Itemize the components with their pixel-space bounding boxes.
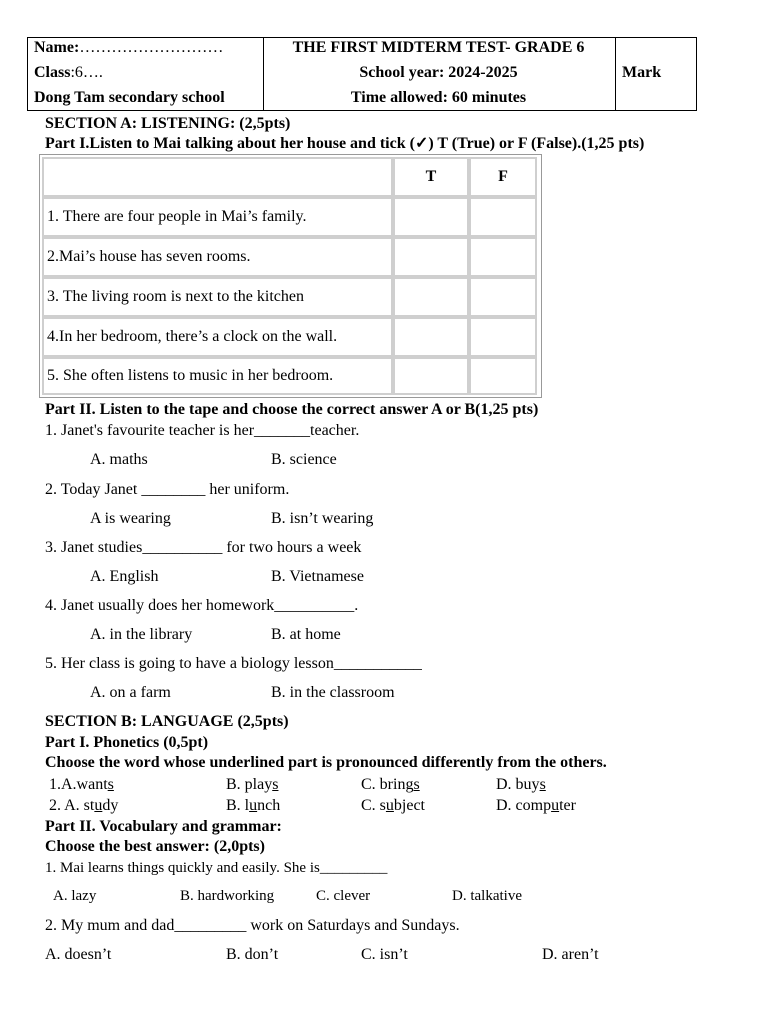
tick-box-f[interactable] [469,237,537,277]
option-b[interactable]: B. Vietnamese [271,568,364,585]
tick-box-f[interactable] [469,197,537,237]
tick-box-t[interactable] [393,317,469,357]
table-row: 5. She often listens to music in her bedroom. [42,357,393,395]
option-a[interactable]: A. English [90,568,159,585]
tick-box-f[interactable] [469,317,537,357]
mark-label: Mark [622,64,662,81]
option-b[interactable]: B. science [271,451,337,468]
school-name: Dong Tam secondary school [34,89,225,106]
phonetics-option-d[interactable]: D. buys [496,776,546,793]
phonetics-option-a[interactable]: 1.A.wants [49,776,114,793]
option-a[interactable]: A. in the library [90,626,193,643]
phonetics-option-d[interactable]: D. computer [496,797,576,814]
question-text: 1. Mai learns things quickly and easily. She is_________ [45,860,388,876]
table-header-blank [42,157,393,197]
phonetics-option-c[interactable]: C. brings [361,776,420,793]
phonetics-option-c[interactable]: C. subject [361,797,425,814]
option-a[interactable]: A. maths [90,451,148,468]
option-c[interactable]: C. clever [316,888,371,904]
question-text: 2. Today Janet ________ her uniform. [45,481,290,498]
tick-box-t[interactable] [393,237,469,277]
phonetics-instruction: Choose the word whose underlined part is pronounced differently from the others. [45,754,607,771]
phonetics-option-b[interactable]: B. lunch [226,797,281,814]
option-b[interactable]: B. in the classroom [271,684,395,701]
option-a[interactable]: A is wearing [90,510,171,527]
table-row: 1. There are four people in Mai’s family. [42,197,393,237]
question-text: 4. Janet usually does her homework__________. [45,597,359,614]
question-text: 1. Janet's favourite teacher is her_______teacher. [45,422,360,439]
part2-title: Part II. Listen to the tape and choose the correct answer A or B(1,25 pts) [45,401,539,418]
section-b-title: SECTION B: LANGUAGE (2,5pts) [45,713,289,730]
tick-box-f[interactable] [469,357,537,395]
option-b[interactable]: B. don’t [226,946,279,963]
col-f-header: F [469,157,537,197]
option-a[interactable]: A. on a farm [90,684,171,701]
true-false-table [39,154,542,398]
option-b[interactable]: B. isn’t wearing [271,510,374,527]
phonetics-option-b[interactable]: B. plays [226,776,279,793]
question-text: 2. My mum and dad_________ work on Saturdays and Sundays. [45,917,460,934]
vocab-instruction: Choose the best answer: (2,0pts) [45,838,265,855]
time-allowed: Time allowed: 60 minutes [350,89,527,106]
name-field: Name:……………………… [34,39,224,56]
test-title: THE FIRST MIDTERM TEST- GRADE 6 [292,39,585,56]
phonetics-title: Part I. Phonetics (0,5pt) [45,734,209,751]
option-d[interactable]: D. talkative [452,888,522,904]
question-text: 5. Her class is going to have a biology lesson___________ [45,655,422,672]
phonetics-option-a[interactable]: 2. A. study [49,797,119,814]
table-row: 3. The living room is next to the kitchen [42,277,393,317]
table-row: 2.Mai’s house has seven rooms. [42,237,393,277]
option-a[interactable]: A. doesn’t [45,946,112,963]
header-divider [615,38,616,110]
question-text: 3. Janet studies__________ for two hours a week [45,539,362,556]
tick-box-t[interactable] [393,277,469,317]
part1-title: Part I.Listen to Mai talking about her house and tick (✓) T (True) or F (False).(1,25 pts) [45,135,645,152]
col-t-header: T [393,157,469,197]
vocab-title: Part II. Vocabulary and grammar: [45,818,282,835]
school-year: School year: 2024-2025 [359,64,518,81]
option-c[interactable]: C. isn’t [361,946,408,963]
option-d[interactable]: D. aren’t [542,946,599,963]
tick-box-t[interactable] [393,197,469,237]
option-b[interactable]: B. at home [271,626,341,643]
option-b[interactable]: B. hardworking [180,888,275,904]
class-field: Class:6…. [34,64,103,81]
table-row: 4.In her bedroom, there’s a clock on the wall. [42,317,393,357]
section-a-title: SECTION A: LISTENING: (2,5pts) [45,115,291,132]
tick-box-f[interactable] [469,277,537,317]
tick-box-t[interactable] [393,357,469,395]
option-a[interactable]: A. lazy [53,888,97,904]
